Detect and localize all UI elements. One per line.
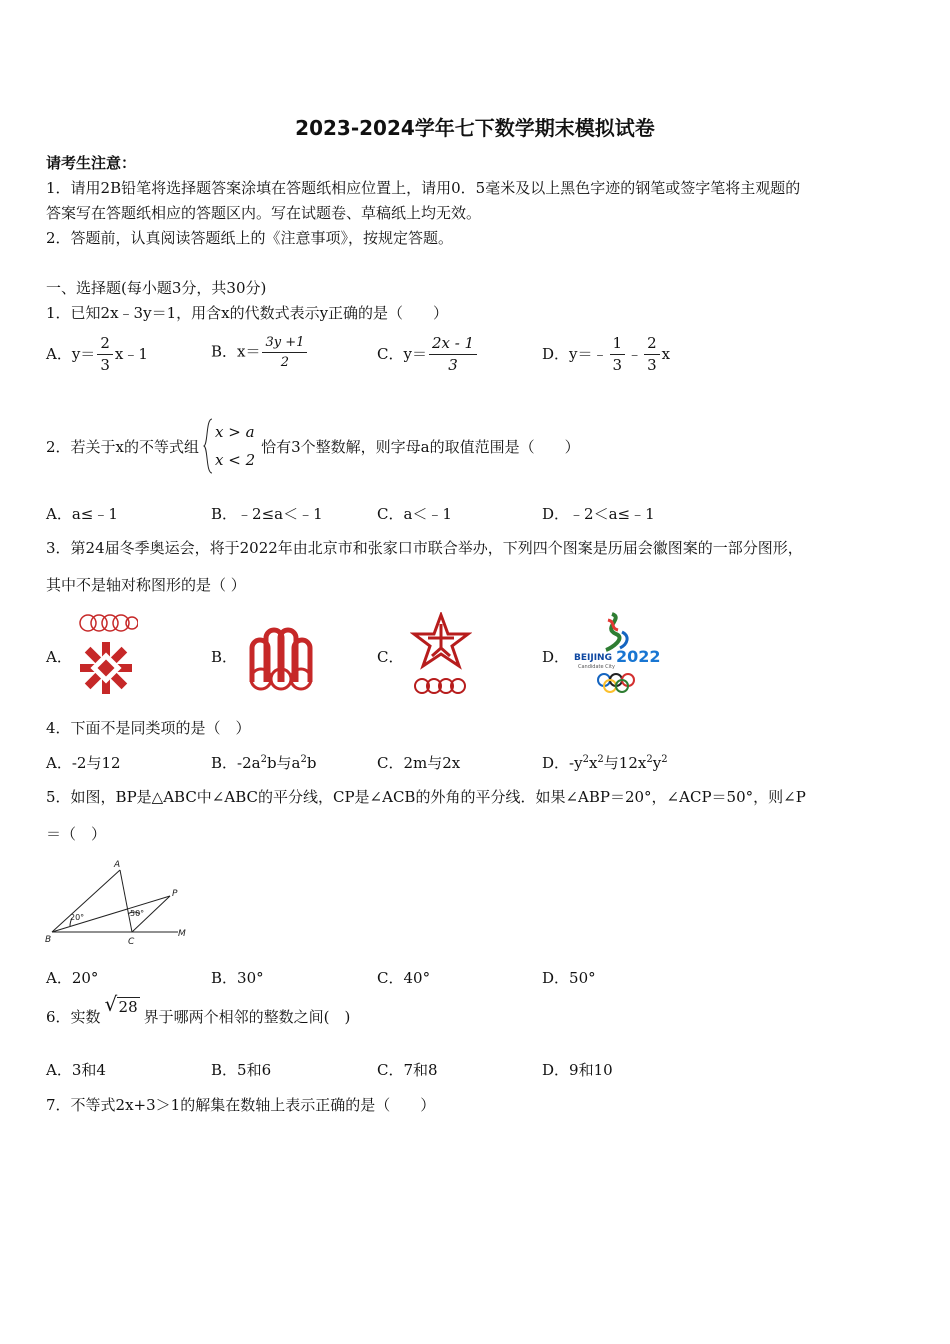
q4-b-exp-2: 2	[300, 754, 307, 765]
q4-b-part-3: b	[306, 754, 317, 772]
q1-a-denominator: 3	[100, 355, 110, 374]
q5-label-c: C	[128, 937, 135, 947]
q3-logo-d	[572, 610, 662, 696]
q1-option-b	[211, 336, 309, 369]
q3-option-a: A．	[46, 648, 72, 666]
notice-line-2: 2．答题前，认真阅读答题纸上的《注意事项》，按规定答题。	[46, 229, 454, 247]
q3-option-d: D．	[542, 648, 570, 666]
q1-option-a	[46, 336, 148, 374]
q3-logo-c	[410, 612, 472, 698]
q1-c-denominator: 3	[448, 355, 458, 374]
q4-b-part-1: B．-2a	[211, 754, 261, 772]
q4-option-a: A．-2与12	[46, 754, 121, 772]
q5-option-b: B．30°	[211, 969, 264, 987]
q4-d-exp-2: 2	[597, 754, 604, 765]
q4-b-exp-1: 2	[260, 754, 267, 765]
q3-logo-d-text-beijing: BEIJING	[574, 653, 612, 663]
q5-angle-20: 20°	[70, 913, 85, 922]
q5-label-p: P	[172, 889, 178, 899]
q6-option-c: C．7和8	[377, 1061, 438, 1079]
q1-c-prefix: C．y＝	[377, 344, 427, 363]
section-heading: 一、选择题(每小题3分，共30分)	[46, 279, 267, 297]
q1-d-suffix: x	[661, 344, 671, 363]
q5-option-a: A．20°	[46, 969, 99, 987]
q5-angle-50: 50°	[130, 909, 145, 918]
q1-d-fraction-2	[644, 336, 660, 374]
q6-option-a: A．3和4	[46, 1061, 106, 1079]
q3-logo-a	[76, 610, 138, 696]
q4-b-part-2: b与a	[266, 754, 301, 772]
q2-option-a: A．a≤﹣1	[46, 505, 118, 523]
q4-option-b	[211, 752, 316, 773]
q3-stem-2: 其中不是轴对称图形的是（ ）	[46, 576, 246, 594]
q1-d-prefix: D．y＝﹣	[542, 344, 608, 363]
q2-system	[203, 418, 255, 474]
q3-stem-1: 3．第24届冬季奥运会，将于2022年由北京市和张家口市联合举办，下列四个图案是历届会徽图案的一部分图形，	[46, 539, 803, 557]
q1-option-c	[377, 336, 479, 374]
q5-stem-2: ＝（ ）	[46, 825, 107, 843]
q4-stem: 4．下面不是同类项的是（ ）	[46, 719, 251, 737]
q6-stem-suffix: 界于哪两个相邻的整数之间( )	[143, 1008, 351, 1026]
q2-brace	[203, 418, 213, 474]
q4-d-part-4: y	[652, 754, 662, 772]
q1-option-d	[542, 336, 670, 374]
q4-d-exp-3: 2	[646, 754, 653, 765]
q1-b-fraction	[262, 336, 307, 369]
q2-option-b: B．﹣2≤a＜﹣1	[211, 505, 323, 523]
q4-d-exp-4: 2	[661, 754, 668, 765]
q1-b-denominator: 2	[280, 354, 290, 370]
q4-d-exp-1: 2	[582, 754, 589, 765]
q1-a-fraction	[97, 336, 113, 374]
q1-d-denominator-1: 3	[612, 355, 623, 374]
q5-option-d: D．50°	[542, 969, 596, 987]
q3-logo-d-text-year: 2022	[616, 647, 661, 666]
q1-b-numerator: 3y +1	[262, 336, 307, 353]
q1-a-suffix: x﹣1	[114, 344, 148, 363]
q1-b-prefix: B．x＝	[211, 342, 261, 361]
notice-line-1a: 1．请用2B铅笔将选择题答案涂填在答题纸相应位置上，请用0．5毫米及以上黑色字迹的钢笔或签字笔将主观题的	[46, 179, 801, 197]
q2-stem	[46, 418, 580, 474]
q2-stem-prefix: 2．若关于x的不等式组	[46, 437, 200, 456]
q1-c-numerator: 2x - 1	[429, 336, 477, 355]
q3-option-b: B．	[211, 648, 238, 666]
q5-label-a: A	[114, 860, 121, 870]
page-title: 2023-2024学年七下数学期末模拟试卷	[295, 116, 655, 140]
q7-stem: 7．不等式2x+3＞1的解集在数轴上表示正确的是（ ）	[46, 1096, 436, 1114]
q3-logo-b	[244, 622, 320, 698]
q1-d-denominator-2: 3	[647, 355, 657, 374]
q6-sqrt: √ 28	[104, 992, 138, 1016]
q2-option-d: D．﹣2＜a≤﹣1	[542, 505, 655, 523]
q4-option-d	[542, 752, 668, 773]
q6-option-b: B．5和6	[211, 1061, 272, 1079]
q5-option-c: C．40°	[377, 969, 431, 987]
q5-stem-1: 5．如图，BP是△ABC中∠ABC的平分线，CP是∠ACB的外角的平分线．如果∠ABP＝20°，∠ACP＝50°，则∠P	[46, 788, 806, 806]
q2-stem-suffix: 恰有3个整数解，则字母a的取值范围是（ ）	[261, 437, 580, 456]
q4-d-part-3: 与12x	[603, 754, 647, 772]
q1-d-minus: ﹣	[627, 344, 643, 363]
q2-option-c: C．a＜﹣1	[377, 505, 452, 523]
q5-figure	[42, 856, 194, 948]
q2-system-line-2: x < 2	[215, 451, 256, 469]
q1-stem: 1．已知2x﹣3y＝1，用含x的代数式表示y正确的是（ ）	[46, 304, 449, 322]
q4-option-c: C．2m与2x	[377, 754, 461, 772]
q1-c-fraction	[429, 336, 477, 374]
q6-stem-prefix: 6．实数	[46, 1008, 101, 1026]
q3-option-c: C．	[377, 648, 404, 666]
q1-a-prefix: A．y＝	[46, 344, 96, 363]
q6-radicand: 28	[118, 998, 138, 1016]
q1-a-numerator: 2	[97, 336, 113, 355]
q5-label-m: M	[178, 929, 186, 939]
q1-d-numerator-2: 2	[644, 336, 660, 355]
q2-system-line-1: x > a	[215, 423, 255, 441]
q5-label-b: B	[45, 935, 52, 945]
q4-d-part-1: D．-y	[542, 754, 583, 772]
q6-stem	[46, 992, 351, 1027]
q3-logo-d-text-candidate: Candidate City	[578, 664, 615, 670]
notice-heading: 请考生注意：	[46, 154, 137, 172]
q4-d-part-2: x	[588, 754, 598, 772]
notice-line-1b: 答案写在答题纸相应的答题区内。写在试题卷、草稿纸上均无效。	[46, 204, 482, 222]
q1-d-fraction-1	[610, 336, 626, 374]
q6-option-d: D．9和10	[542, 1061, 613, 1079]
q1-d-numerator-1: 1	[610, 336, 626, 355]
